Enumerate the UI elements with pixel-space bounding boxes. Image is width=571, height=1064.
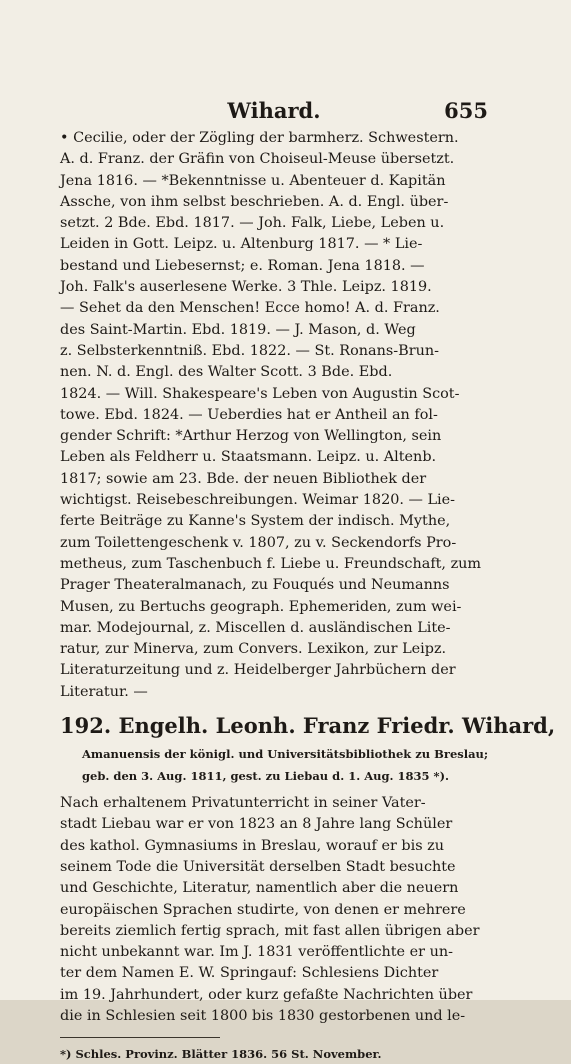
text-line: Assche, von ihm selbst beschrieben. A. d. Engl. über-	[60, 193, 449, 210]
text-line: towe. Ebd. 1824. — Ueberdies hat er Antheil an fol-	[60, 406, 438, 423]
text-line: metheus, zum Taschenbuch f. Liebe u. Freundschaft, zum	[60, 555, 482, 572]
text-line: ter dem Namen E. W. Springauf: Schlesiens Dichter	[60, 965, 439, 982]
text-line: ratur, zur Minerva, zum Convers. Lexikon, zur Leipz.	[60, 641, 447, 658]
text-line: nen. N. d. Engl. des Walter Scott. 3 Bde. Ebd.	[60, 364, 393, 381]
text-line: Leiden in Gott. Leipz. u. Altenburg 1817. — * Lie-	[60, 236, 423, 253]
text-line: des kathol. Gymnasiums in Breslau, worauf er bis zu	[60, 837, 445, 854]
text-line: Musen, zu Bertuchs geograph. Ephemeriden, zum wei-	[60, 598, 462, 615]
footnote-divider	[60, 1037, 220, 1038]
text-line: europäischen Sprachen studirte, von denen er mehrere	[60, 901, 466, 918]
text-line: des Saint-Martin. Ebd. 1819. — J. Mason, d. Weg	[60, 321, 416, 338]
text-line: und Geschichte, Literatur, namentlich aber die neuern	[60, 880, 459, 897]
text-line: ferte Beiträge zu Kanne's System der indisch. Mythe,	[60, 513, 451, 530]
text-line: 1824. — Will. Shakespeare's Leben von Augustin Scot-	[60, 385, 460, 402]
text-line: Leben als Feldherr u. Staatsmann. Leipz. u. Altenb.	[60, 449, 437, 466]
text-line: 1817; sowie am 23. Bde. der neuen Bibliothek der	[60, 470, 427, 487]
text-line: mar. Modejournal, z. Miscellen d. ausländischen Lite-	[60, 619, 451, 636]
page-number: 655	[444, 98, 488, 123]
text-line: wichtigst. Reisebeschreibungen. Weimar 1820. — Lie-	[60, 492, 456, 509]
text-line: Nach erhaltenem Privatunterricht in seiner Vater-	[60, 795, 426, 812]
text-line: Literaturzeitung und z. Heidelberger Jahrbüchern der	[60, 662, 456, 679]
text-line: z. Selbsterkenntniß. Ebd. 1822. — St. Ronans-Brun-	[60, 342, 439, 359]
running-head: Wihard.	[227, 98, 321, 123]
text-line: nicht unbekannt war. Im J. 1831 veröffentlichte er un-	[60, 944, 454, 961]
text-line: Jena 1816. — *Bekenntnisse u. Abenteuer d. Kapitän	[60, 172, 446, 189]
entry-192	[60, 711, 556, 1027]
entry-191-continuation	[60, 128, 492, 703]
entry-subtitle-dates: geb. den 3. Aug. 1811, gest. zu Liebau d. 1. Aug. 1835 *).	[82, 769, 450, 784]
text-line: die in Schlesien seit 1800 bis 1830 gestorbenen und le-	[60, 1007, 466, 1024]
entry-subtitle-position: Amanuensis der königl. und Universitätsbibliothek zu Breslau;	[82, 747, 489, 762]
text-line: • Cecilie, oder der Zögling der barmherz. Schwestern.	[60, 130, 459, 146]
text-line: im 19. Jahrhundert, oder kurz gefaßte Nachrichten über	[60, 986, 473, 1003]
text-line: Prager Theateralmanach, zu Fouqués und Neumanns	[60, 577, 450, 594]
text-line: — Sehet da den Menschen! Ecce homo! A. d. Franz.	[60, 300, 440, 317]
text-line: A. d. Franz. der Gräfin von Choiseul-Meuse übersetzt.	[60, 151, 455, 168]
text-line: gender Schrift: *Arthur Herzog von Wellington, sein	[60, 428, 442, 445]
text-line: seinem Tode die Universität derselben Stadt besuchte	[60, 858, 456, 875]
text-line: bereits ziemlich fertig sprach, mit fast allen übrigen aber	[60, 922, 480, 939]
entry-title: 192. Engelh. Leonh. Franz Friedr. Wihard,	[60, 713, 556, 739]
text-line: bestand und Liebesernst; e. Roman. Jena 1818. —	[60, 257, 425, 274]
page-body	[60, 128, 556, 1064]
text-line: zum Toilettengeschenk v. 1807, zu v. Seckendorfs Pro-	[60, 534, 457, 551]
footnote: *) Schles. Provinz. Blätter 1836. 56 St. November.	[60, 1047, 382, 1062]
text-line: stadt Liebau war er von 1823 an 8 Jahre lang Schüler	[60, 816, 453, 833]
text-line: Joh. Falk's auserlesene Werke. 3 Thle. Leipz. 1819.	[60, 279, 432, 296]
text-line: setzt. 2 Bde. Ebd. 1817. — Joh. Falk, Liebe, Leben u.	[60, 215, 445, 232]
text-line: Literatur. —	[60, 683, 148, 700]
page-header	[60, 98, 488, 124]
